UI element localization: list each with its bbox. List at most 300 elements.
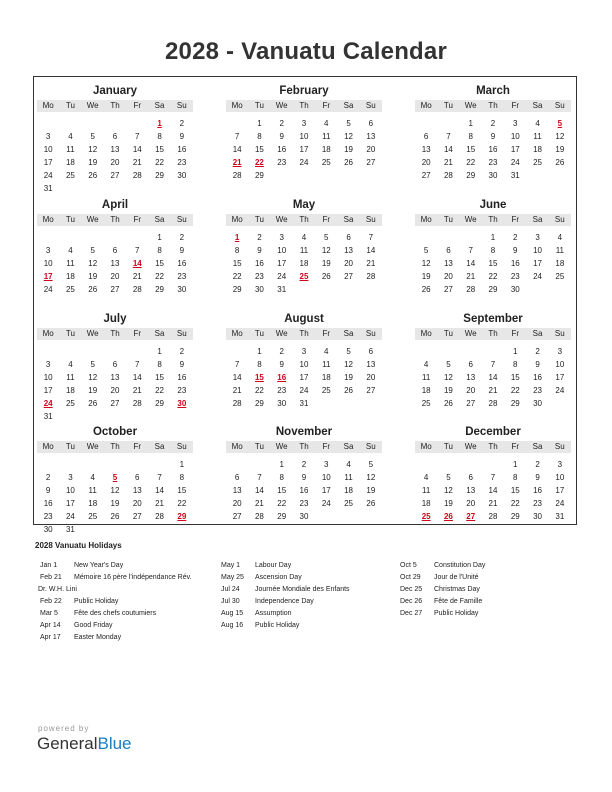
day-cell: 9: [513, 246, 518, 255]
empty-cell: [415, 231, 437, 244]
day-cell: 12: [88, 259, 98, 268]
day-cell: 23: [277, 158, 287, 167]
day-cell: 21: [488, 386, 498, 395]
weekday-label: Sa: [343, 442, 354, 451]
day-cell: 11: [299, 246, 309, 255]
weekday-label: We: [275, 215, 288, 224]
day-cell: 1: [257, 347, 262, 356]
day-cell: 2: [490, 119, 496, 128]
day-cell: 13: [110, 145, 120, 154]
day-cell: 14: [366, 246, 376, 255]
day-cell: 16: [277, 145, 287, 154]
holiday-date: Mar 5: [40, 610, 58, 617]
day-cell: 18: [421, 499, 431, 508]
weekday-label: Sa: [343, 101, 354, 110]
day-cell: 9: [45, 486, 51, 495]
empty-cell: [126, 231, 148, 244]
day-cell: 24: [299, 158, 309, 167]
weekday-label: Mo: [42, 101, 54, 110]
day-cell: 4: [324, 347, 329, 356]
holiday-entry: [221, 596, 350, 608]
day-cell: 15: [155, 145, 165, 154]
weekday-header: [415, 100, 571, 112]
weekday-label: Th: [488, 215, 498, 224]
day-cell: 27: [366, 386, 376, 395]
weekday-label: Tu: [254, 101, 264, 110]
footer-logo[interactable]: [37, 724, 132, 754]
day-cell: 9: [179, 360, 185, 369]
weekday-label: Fr: [133, 215, 142, 224]
day-cell: 9: [279, 132, 284, 141]
day-cell: 26: [88, 285, 98, 294]
day-cell: 3: [45, 246, 51, 255]
day-cell: 4: [557, 233, 563, 242]
day-cell: 16: [299, 486, 309, 495]
day-cell: 11: [322, 132, 331, 141]
day-cell: 8: [257, 132, 262, 141]
day-cell: 4: [423, 360, 429, 369]
holiday-date: Aug 15: [221, 610, 244, 617]
day-cell: 1: [513, 347, 518, 356]
day-cell: 20: [366, 145, 376, 154]
day-cell: 28: [254, 512, 264, 521]
day-cell: 16: [177, 373, 187, 382]
day-cell: 20: [466, 386, 476, 395]
month-january: [37, 84, 193, 195]
day-cell: 12: [366, 473, 376, 482]
month-december: [415, 425, 571, 523]
day-cell: 6: [112, 132, 118, 141]
weekday-label: Th: [110, 442, 120, 451]
day-cell: 19: [366, 486, 376, 495]
weekday-label: Sa: [532, 101, 543, 110]
day-cell: 7: [234, 360, 240, 369]
day-cell: 13: [421, 145, 431, 154]
day-cell: 25: [65, 171, 75, 180]
day-cell: 27: [110, 171, 120, 180]
month-name: November: [275, 426, 333, 438]
day-cell: 18: [299, 259, 309, 268]
day-cell: 28: [488, 399, 498, 408]
day-cell: 15: [155, 373, 165, 382]
day-cell: 7: [468, 246, 473, 255]
day-cell: 13: [232, 486, 242, 495]
page-title: 2028 - Vanuatu Calendar: [164, 38, 448, 65]
day-cell: 26: [344, 386, 354, 395]
empty-cell: [59, 117, 81, 130]
holiday-entry: [40, 596, 192, 608]
day-cell: 15: [488, 259, 498, 268]
day-cell: 30: [177, 171, 187, 180]
day-cell: 29: [155, 285, 165, 294]
day-cell: 26: [88, 171, 98, 180]
day-cell: 6: [468, 360, 473, 369]
holiday-entry: [40, 632, 192, 644]
month-july: [37, 312, 193, 423]
month-august: [226, 312, 382, 410]
weekday-label: Th: [110, 215, 120, 224]
weekday-label: Sa: [154, 442, 165, 451]
day-cell: 10: [533, 246, 543, 255]
empty-cell: [248, 458, 270, 471]
weekday-label: Sa: [532, 442, 543, 451]
weekday-label: We: [464, 329, 477, 338]
empty-cell: [82, 231, 104, 244]
day-cell: 24: [555, 386, 565, 395]
day-cell: 14: [443, 145, 453, 154]
month-june: [415, 198, 571, 296]
day-cell: 31: [277, 285, 287, 294]
weekday-label: Su: [176, 442, 187, 451]
weekday-label: Mo: [42, 329, 54, 338]
day-cell: 21: [132, 272, 142, 281]
day-cell: 12: [88, 145, 98, 154]
day-cell: 16: [533, 373, 543, 382]
holiday-date: Dec 27: [400, 610, 423, 617]
powered-by-text: powered by: [38, 724, 90, 733]
day-cell: 25: [321, 386, 331, 395]
day-cell: 10: [555, 473, 565, 482]
weekday-label: We: [464, 442, 477, 451]
day-cell: 11: [88, 486, 97, 495]
day-cell: 18: [88, 499, 98, 508]
weekday-label: Mo: [231, 329, 243, 338]
holiday-name: Christmas Day: [434, 586, 480, 593]
day-cell: 9: [490, 132, 496, 141]
day-cell: 5: [90, 246, 95, 255]
day-cell: 24: [43, 171, 53, 180]
day-cell: 1: [157, 347, 162, 356]
weekday-label: Th: [299, 442, 309, 451]
day-cell: 21: [488, 499, 498, 508]
month-september: [415, 312, 571, 410]
day-cell: 2: [535, 347, 540, 356]
day-cell: 24: [510, 158, 520, 167]
day-cell: 14: [488, 373, 498, 382]
holiday-name: Good Friday: [74, 622, 113, 629]
day-cell: 4: [535, 119, 540, 128]
holiday-name: Public Holiday: [255, 622, 300, 629]
day-cell: 7: [368, 233, 374, 242]
day-cell: 23: [488, 158, 498, 167]
day-cell: 25: [555, 272, 565, 281]
weekday-label: Th: [488, 442, 498, 451]
weekday-label: Fr: [511, 101, 520, 110]
day-cell: 13: [110, 259, 120, 268]
day-cell: 8: [279, 473, 284, 482]
holiday-name: Journée Mondiale des Enfants: [255, 586, 350, 593]
empty-cell: [104, 458, 126, 471]
day-cell: 30: [254, 285, 264, 294]
month-name: December: [465, 426, 521, 438]
holiday-date: Oct 5: [400, 562, 417, 569]
weekday-header: [415, 214, 571, 226]
holiday-entry: [221, 620, 350, 632]
day-cell: 20: [132, 499, 142, 508]
holiday-name: Labour Day: [255, 562, 292, 569]
day-cell: 2: [513, 233, 518, 242]
day-cell: 24: [43, 285, 53, 294]
weekday-label: Tu: [443, 101, 453, 110]
day-cell: 10: [555, 360, 565, 369]
day-cell: 2: [257, 233, 262, 242]
day-cell: 16: [533, 486, 543, 495]
weekday-header: [226, 214, 382, 226]
day-cell: 15: [155, 259, 165, 268]
empty-cell: [482, 458, 504, 471]
day-cell: 14: [254, 486, 264, 495]
holiday-day-cell: 1: [157, 119, 162, 128]
day-cell: 10: [299, 360, 309, 369]
holiday-entry: [400, 572, 485, 584]
day-cell: 29: [488, 285, 498, 294]
day-cell: 13: [366, 360, 376, 369]
weekday-label: We: [86, 329, 99, 338]
day-cell: 18: [321, 145, 331, 154]
weekday-label: Fr: [322, 101, 331, 110]
day-cell: 25: [344, 499, 354, 508]
day-cell: 21: [366, 259, 376, 268]
weekday-label: Mo: [420, 442, 432, 451]
day-cell: 10: [43, 373, 53, 382]
brand-blue: Blue: [97, 734, 132, 753]
day-cell: 29: [155, 171, 165, 180]
day-cell: 20: [110, 386, 120, 395]
day-cell: 6: [346, 233, 351, 242]
day-cell: 15: [232, 259, 242, 268]
weekday-label: Tu: [443, 215, 453, 224]
day-cell: 28: [132, 285, 142, 294]
day-cell: 9: [257, 246, 262, 255]
day-cell: 12: [321, 246, 331, 255]
weekday-label: Mo: [231, 215, 243, 224]
day-cell: 21: [232, 386, 242, 395]
weekday-label: Fr: [511, 442, 520, 451]
month-october: [37, 425, 193, 536]
weekday-label: Tu: [65, 215, 75, 224]
day-cell: 5: [446, 360, 451, 369]
day-cell: 9: [535, 360, 540, 369]
empty-cell: [437, 231, 459, 244]
day-cell: 11: [421, 486, 431, 495]
weekday-label: Mo: [420, 215, 432, 224]
weekday-header: [37, 441, 193, 453]
day-cell: 7: [234, 132, 240, 141]
weekday-label: Tu: [254, 215, 264, 224]
day-cell: 12: [555, 132, 565, 141]
day-cell: 18: [555, 259, 565, 268]
holiday-date: Apr 14: [40, 622, 61, 629]
day-cell: 23: [43, 512, 53, 521]
weekday-label: Su: [554, 442, 565, 451]
weekday-label: Sa: [532, 329, 543, 338]
empty-cell: [226, 117, 248, 130]
day-cell: 2: [179, 233, 185, 242]
day-grid: [37, 458, 193, 536]
weekday-label: Sa: [154, 329, 165, 338]
day-cell: 22: [155, 386, 165, 395]
day-cell: 30: [533, 399, 543, 408]
day-cell: 1: [157, 233, 162, 242]
day-cell: 29: [277, 512, 287, 521]
day-cell: 9: [179, 246, 185, 255]
day-cell: 5: [90, 132, 95, 141]
weekday-label: Th: [299, 329, 309, 338]
weekday-label: Fr: [511, 215, 520, 224]
day-cell: 14: [466, 259, 476, 268]
day-cell: 19: [344, 145, 354, 154]
day-cell: 2: [535, 460, 540, 469]
day-cell: 3: [279, 233, 284, 242]
day-cell: 23: [177, 272, 187, 281]
day-cell: 30: [299, 512, 309, 521]
empty-cell: [59, 345, 81, 358]
weekday-label: Th: [488, 101, 498, 110]
day-cell: 16: [488, 145, 498, 154]
day-cell: 4: [423, 473, 429, 482]
day-cell: 17: [299, 145, 309, 154]
day-cell: 19: [321, 259, 331, 268]
weekday-header: [37, 100, 193, 112]
day-cell: 6: [468, 473, 473, 482]
holiday-date: Feb 21: [40, 574, 62, 581]
holiday-day-cell: 30: [177, 399, 187, 408]
day-cell: 7: [135, 246, 140, 255]
day-cell: 22: [254, 386, 264, 395]
weekday-label: We: [86, 215, 99, 224]
day-cell: 3: [557, 460, 563, 469]
day-cell: 1: [468, 119, 473, 128]
weekday-label: Tu: [443, 442, 453, 451]
empty-cell: [460, 458, 482, 471]
day-cell: 23: [277, 386, 287, 395]
holiday-day-cell: 29: [177, 512, 187, 521]
day-cell: 12: [344, 360, 354, 369]
day-cell: 29: [254, 171, 264, 180]
day-cell: 6: [423, 132, 429, 141]
day-cell: 6: [446, 246, 451, 255]
day-cell: 4: [346, 460, 351, 469]
holiday-day-cell: 5: [557, 119, 563, 128]
day-cell: 8: [157, 132, 162, 141]
empty-cell: [437, 458, 459, 471]
day-cell: 27: [132, 512, 142, 521]
weekday-label: Mo: [231, 101, 243, 110]
day-grid: [37, 345, 193, 423]
weekday-label: Fr: [133, 101, 142, 110]
holidays-title: 2028 Vanuatu Holidays: [35, 541, 122, 550]
weekday-label: We: [275, 329, 288, 338]
day-cell: 17: [43, 158, 53, 167]
holiday-column-2: [221, 560, 350, 632]
day-cell: 12: [443, 373, 453, 382]
day-cell: 12: [110, 486, 120, 495]
day-cell: 11: [66, 373, 75, 382]
day-cell: 7: [490, 360, 496, 369]
holiday-entry: [400, 584, 485, 596]
holiday-name: Easter Monday: [74, 634, 122, 641]
day-cell: 23: [510, 272, 520, 281]
day-cell: 23: [177, 158, 187, 167]
day-cell: 22: [177, 499, 187, 508]
day-cell: 13: [466, 373, 476, 382]
day-cell: 28: [443, 171, 453, 180]
day-cell: 16: [177, 145, 187, 154]
day-cell: 8: [157, 246, 162, 255]
day-cell: 22: [510, 386, 520, 395]
day-cell: 10: [299, 132, 309, 141]
day-cell: 8: [179, 473, 185, 482]
holiday-date: Dec 25: [400, 586, 423, 593]
day-cell: 3: [324, 460, 329, 469]
holiday-day-cell: 17: [43, 272, 53, 281]
weekday-label: Fr: [322, 215, 331, 224]
day-cell: 21: [155, 499, 165, 508]
day-cell: 3: [535, 233, 540, 242]
day-cell: 29: [155, 399, 165, 408]
day-cell: 14: [155, 486, 165, 495]
holiday-day-cell: 21: [232, 158, 242, 167]
day-cell: 17: [555, 373, 565, 382]
day-cell: 25: [65, 285, 75, 294]
brand-general: General: [37, 734, 98, 753]
day-cell: 2: [279, 119, 284, 128]
day-cell: 11: [322, 360, 331, 369]
day-cell: 23: [254, 272, 264, 281]
day-cell: 2: [179, 347, 185, 356]
day-cell: 23: [533, 386, 543, 395]
holiday-name: Constitution Day: [434, 562, 486, 569]
day-cell: 22: [232, 272, 242, 281]
day-cell: 19: [110, 499, 120, 508]
holiday-day-cell: 16: [277, 373, 287, 382]
holiday-name: Public Holiday: [434, 610, 479, 617]
day-cell: 8: [234, 246, 240, 255]
holiday-name: Independence Day: [255, 598, 314, 605]
empty-cell: [104, 117, 126, 130]
holiday-entry: [400, 596, 485, 608]
day-cell: 14: [488, 486, 498, 495]
day-cell: 18: [344, 486, 354, 495]
day-cell: 2: [301, 460, 307, 469]
day-cell: 19: [88, 386, 98, 395]
weekday-label: Tu: [65, 329, 75, 338]
day-cell: 23: [177, 386, 187, 395]
weekday-label: Mo: [42, 442, 54, 451]
day-cell: 3: [301, 347, 307, 356]
empty-cell: [460, 231, 482, 244]
holiday-column-1: [40, 560, 192, 644]
day-grid: [415, 231, 571, 296]
holiday-entry: [221, 572, 350, 584]
weekday-label: Su: [176, 329, 187, 338]
weekday-header: [415, 328, 571, 340]
day-cell: 3: [68, 473, 73, 482]
day-cell: 13: [132, 486, 142, 495]
day-cell: 5: [324, 233, 329, 242]
day-cell: 28: [488, 512, 498, 521]
empty-cell: [82, 345, 104, 358]
day-cell: 19: [443, 386, 453, 395]
day-cell: 26: [555, 158, 565, 167]
day-cell: 8: [468, 132, 473, 141]
holiday-date: Jul 30: [221, 598, 240, 605]
weekday-label: Su: [176, 101, 187, 110]
day-cell: 8: [157, 360, 162, 369]
day-cell: 19: [344, 373, 354, 382]
day-cell: 28: [232, 399, 242, 408]
day-cell: 25: [421, 399, 431, 408]
